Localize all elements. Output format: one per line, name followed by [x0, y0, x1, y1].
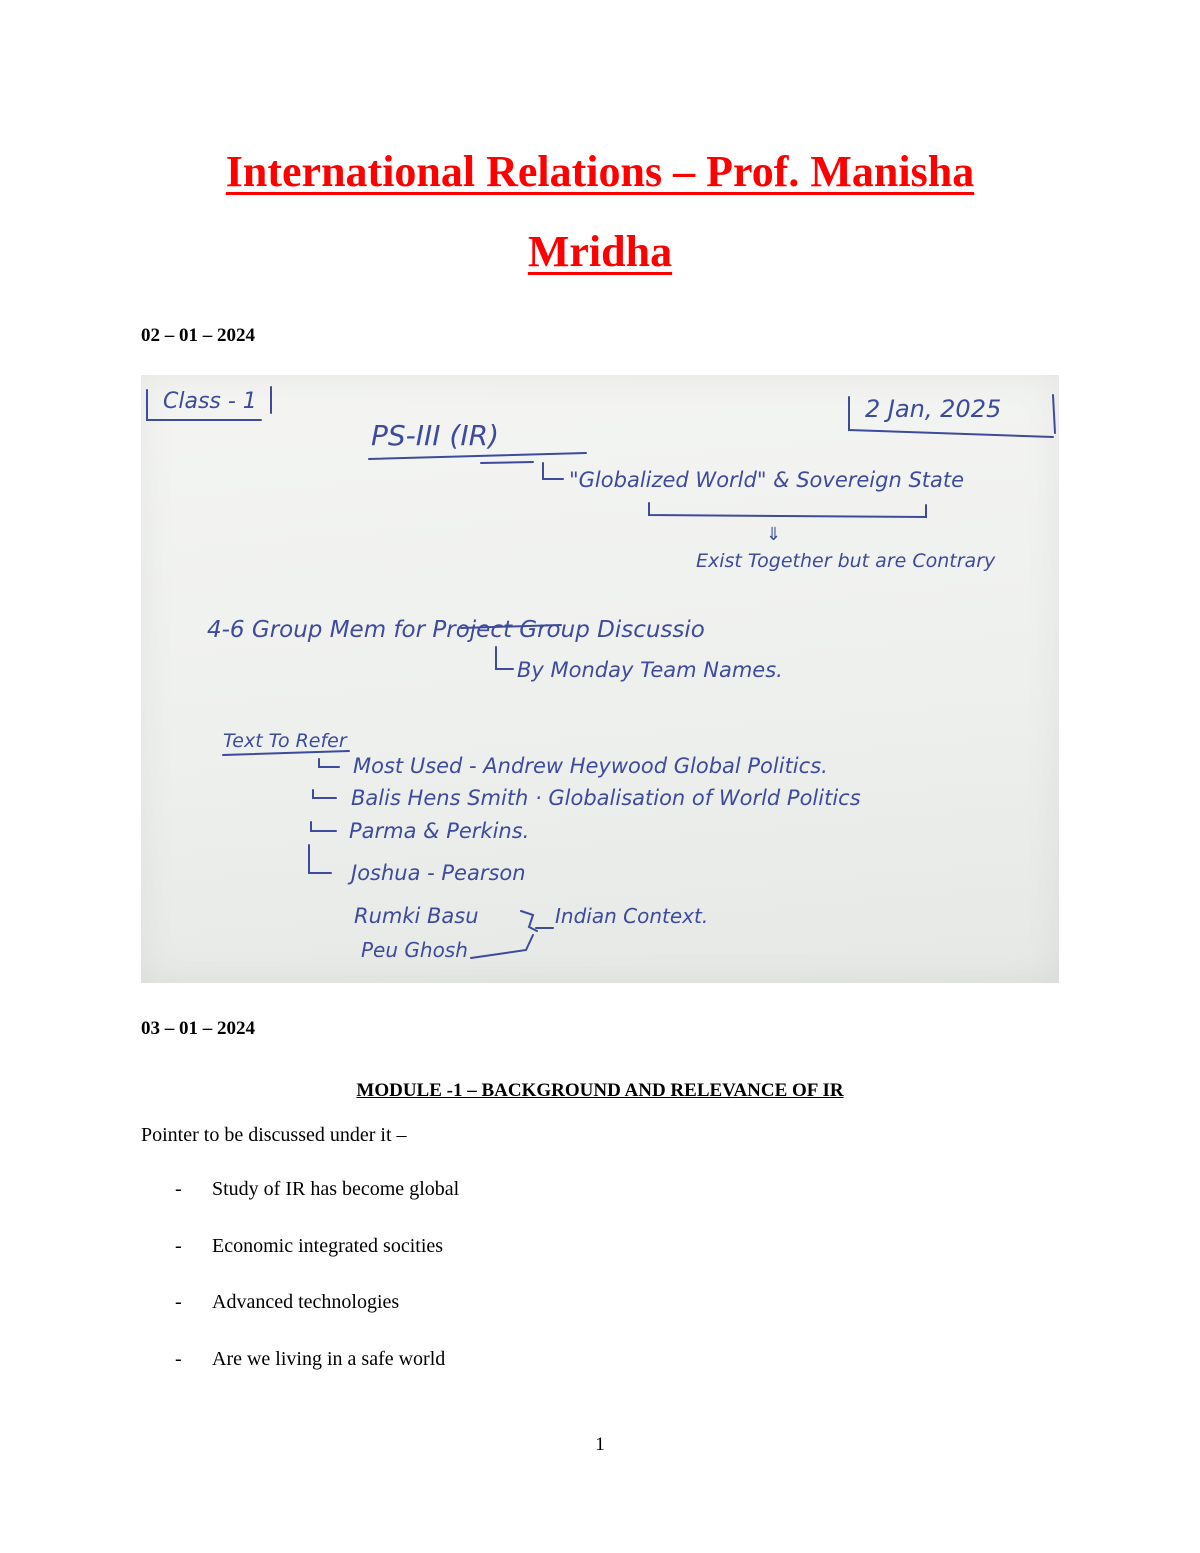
module-heading: MODULE -1 – BACKGROUND AND RELEVANCE OF IR: [356, 1080, 844, 1101]
page-number: 1: [595, 1434, 605, 1455]
group-note: 4-6 Group Mem for Project Group Discussio: [207, 617, 705, 643]
reference-6: Peu Ghosh: [361, 938, 468, 962]
document-title-line-1: International Relations – Prof. Manisha: [225, 147, 975, 196]
reference-7: Indian Context.: [555, 904, 709, 928]
reference-1: Most Used - Andrew Heywood Global Politics.: [353, 754, 828, 778]
relation-line: Exist Together but are Contrary: [696, 550, 996, 572]
pointer-text: Economic integrated socities: [212, 1234, 444, 1257]
team-note: By Monday Team Names.: [517, 658, 783, 682]
pointer-text: Study of IR has become global: [212, 1178, 460, 1200]
bullet-marker: -: [175, 1347, 182, 1370]
pointer-text: Advanced technologies: [212, 1291, 400, 1313]
bullet-marker: -: [175, 1291, 182, 1313]
bullet-marker: -: [175, 1178, 182, 1200]
topic-line: "Globalized World" & Sovereign State: [569, 468, 965, 492]
class-label: Class - 1: [163, 389, 257, 414]
whiteboard-date: 2 Jan, 2025: [865, 395, 1002, 423]
document-title-line-2: Mridha: [527, 227, 673, 276]
pointer-intro: Pointer to be discussed under it –: [141, 1124, 407, 1146]
reference-5: Rumki Basu: [354, 904, 479, 928]
down-arrow: ⇓: [766, 524, 782, 545]
reference-2: Balis Hens Smith · Globalisation of World Politics: [351, 786, 861, 810]
pointer-text: Are we living in a safe world: [212, 1347, 446, 1370]
reference-4: Joshua - Pearson: [351, 861, 526, 885]
reference-3: Parma & Perkins.: [349, 819, 530, 843]
subject-label: PS-III (IR): [371, 419, 499, 452]
lecture-date-2: 03 – 01 – 2024: [141, 1018, 255, 1039]
lecture-date-1: 02 – 01 – 2024: [141, 325, 255, 346]
bullet-marker: -: [175, 1234, 182, 1257]
texts-heading: Text To Refer: [223, 730, 347, 752]
whiteboard-photo: [141, 375, 1059, 983]
